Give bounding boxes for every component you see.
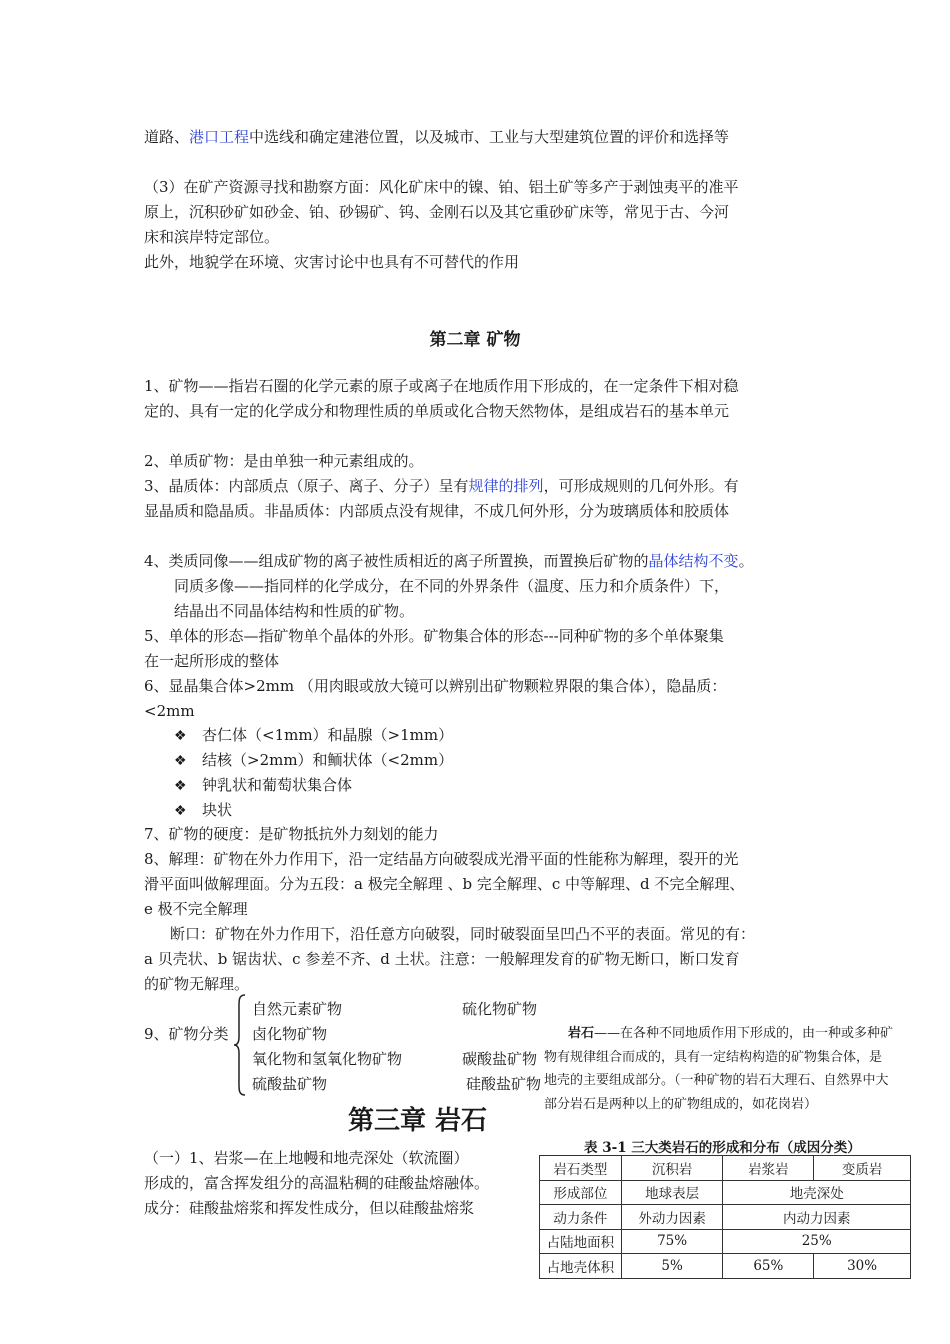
item6-line-2: <2mm (144, 702, 195, 720)
bullet-item: ❖ 块状 (174, 801, 233, 819)
table-cell: 占陆地面积 (540, 1229, 622, 1254)
ch3-p1-line-2: 形成的，富含挥发组分的高温粘稠的硅酸盐熔融体。 (144, 1174, 490, 1192)
class-right: 硅酸盐矿物 (466, 1075, 542, 1093)
table-row (540, 1229, 911, 1254)
intro-p4: 此外，地貌学在环境、灾害讨论中也具有不可替代的作用 (144, 253, 520, 271)
link-harbor-engineering[interactable]: 港口工程 (189, 128, 250, 146)
intro-line-1: 道路、港口工程中选线和确定建港位置，以及城市、工业与大型建筑位置的评价和选择等 (144, 128, 730, 146)
table-cell: 地球表层 (621, 1180, 723, 1205)
class-right: 碳酸盐矿物 (462, 1050, 538, 1068)
table-cell: 65% (723, 1254, 814, 1279)
item8-line-3: e 极不完全解理 (144, 900, 248, 918)
diamond-bullet-icon: ❖ (174, 728, 187, 744)
class-right: 硫化物矿物 (462, 1000, 538, 1018)
fracture-line-1: 断口：矿物在外力作用下，沿任意方向破裂，同时破裂面呈凹凸不平的表面。常见的有： (170, 925, 756, 943)
table-cell: 25% (723, 1229, 911, 1254)
table-row (540, 1180, 911, 1205)
class-left: 氧化物和氢氧化物矿物 (252, 1050, 403, 1068)
table-cell: 岩石类型 (540, 1156, 622, 1181)
item3-line-1: 3、晶质体：内部质点（原子、离子、分子）呈有规律的排列，可形成规则的几何外形。有 (144, 477, 739, 495)
intro-p3-line-1: （3）在矿产资源寻找和勘察方面：风化矿床中的镍、铂、铝土矿等多产于剥蚀夷平的准平 (144, 178, 739, 196)
item9-label: 9、矿物分类 (144, 1025, 229, 1043)
table-cell: 形成部位 (540, 1180, 622, 1205)
intro-p3-line-2: 原上，沉积砂矿如砂金、铂、砂锡矿、钨、金刚石以及其它重砂矿床等，常见于古、今河 (144, 203, 730, 221)
bullet-item: ❖ 钟乳状和葡萄状集合体 (174, 776, 353, 794)
bullet-item: ❖ 杏仁体（<1mm）和晶腺（>1mm） (174, 726, 454, 744)
table-cell: 地壳深处 (723, 1180, 911, 1205)
table-cell: 外动力因素 (621, 1205, 723, 1230)
class-left: 硫酸盐矿物 (252, 1075, 328, 1093)
table-cell: 沉积岩 (621, 1156, 723, 1181)
table-cell: 变质岩 (814, 1156, 911, 1181)
rock-term: 岩石 (568, 1026, 595, 1041)
ch3-p1-line-3: 成分：硅酸盐熔浆和挥发性成分，但以硅酸盐熔浆 (144, 1199, 475, 1217)
table-cell: 5% (621, 1254, 723, 1279)
item5-line-1: 5、单体的形态—指矿物单个晶体的外形。矿物集合体的形态---同种矿物的多个单体聚集 (144, 627, 724, 645)
chapter3-title: 第三章 岩石 (348, 1106, 488, 1136)
item5-line-2: 在一起所形成的整体 (144, 652, 280, 670)
table-cell: 75% (621, 1229, 723, 1254)
curly-brace-icon (232, 993, 248, 1097)
item1-line-1: 1、矿物——指岩石圈的化学元素的原子或离子在地质作用下形成的，在一定条件下相对稳 (144, 377, 739, 395)
fracture-line-3: 的矿物无解理。 (144, 975, 250, 993)
item7: 7、矿物的硬度：是矿物抵抗外力刻划的能力 (144, 825, 439, 843)
item4-line-2: 同质多像——指同样的化学成分，在不同的外界条件（温度、压力和介质条件）下， (174, 577, 730, 595)
item8-line-1: 8、解理：矿物在外力作用下，沿一定结晶方向破裂成光滑平面的性能称为解理，裂开的光 (144, 850, 739, 868)
table-cell: 动力条件 (540, 1205, 622, 1230)
table-cell: 30% (814, 1254, 911, 1279)
item6-line-1: 6、显晶集合体>2mm （用肉眼或放大镜可以辨别出矿物颗粒界限的集合体），隐晶质： (144, 677, 727, 695)
table-cell: 内动力因素 (723, 1205, 911, 1230)
link-crystal-structure[interactable]: 晶体结构不变 (648, 552, 739, 570)
link-regular-arrangement[interactable]: 规律的排列 (468, 477, 544, 495)
chapter2-title: 第二章 矿物 (429, 330, 521, 350)
class-left: 卤化物矿物 (252, 1025, 328, 1043)
diamond-bullet-icon: ❖ (174, 778, 187, 794)
rock-definition-note: 岩石——在各种不同地质作用下形成的，由一种或多种矿 物有规律组合而成的，具有一定结构构造的矿物集合体，是 地壳的主要组成部分。（一种矿物的岩石大理石、自然界中大 部分岩石是两种以上的矿物组成的，如花岗岩） (544, 1026, 894, 1112)
item4-line-1: 4、类质同像——组成矿物的离子被性质相近的离子所置换，而置换后矿物的晶体结构不变。 (144, 552, 754, 570)
item1-line-2: 定的、具有一定的化学成分和物理性质的单质或化合物天然物体，是组成岩石的基本单元 (144, 402, 730, 420)
table-header-row (540, 1156, 911, 1181)
class-left: 自然元素矿物 (252, 1000, 343, 1018)
rock-types-table (539, 1155, 911, 1279)
diamond-bullet-icon: ❖ (174, 803, 187, 819)
table-row (540, 1205, 911, 1230)
fracture-line-2: a 贝壳状、b 锯齿状、c 参差不齐、d 土状。注意：一般解理发育的矿物无断口，断口发育 (144, 950, 740, 968)
item3-line-2: 显晶质和隐晶质。非晶质体：内部质点没有规律，不成几何外形，分为玻璃质体和胶质体 (144, 502, 730, 520)
bullet-item: ❖ 结核（>2mm）和鲕状体（<2mm） (174, 751, 454, 769)
table-cell: 占地壳体积 (540, 1254, 622, 1279)
item4-line-3: 结晶出不同晶体结构和性质的矿物。 (174, 602, 415, 620)
table-caption: 表 3-1 三大类岩石的形成和分布（成因分类） (584, 1140, 861, 1156)
diamond-bullet-icon: ❖ (174, 753, 187, 769)
intro-p3-line-3: 床和滨岸特定部位。 (144, 228, 280, 246)
table-cell: 岩浆岩 (723, 1156, 814, 1181)
table-row (540, 1254, 911, 1279)
item2: 2、单质矿物：是由单独一种元素组成的。 (144, 452, 424, 470)
ch3-p1-line-1: （一）1、岩浆—在上地幔和地壳深处（软流圈） (144, 1149, 469, 1167)
item8-line-2: 滑平面叫做解理面。分为五段：a 极完全解理 、b 完全解理、c 中等解理、d 不完全解理、 (144, 875, 745, 893)
